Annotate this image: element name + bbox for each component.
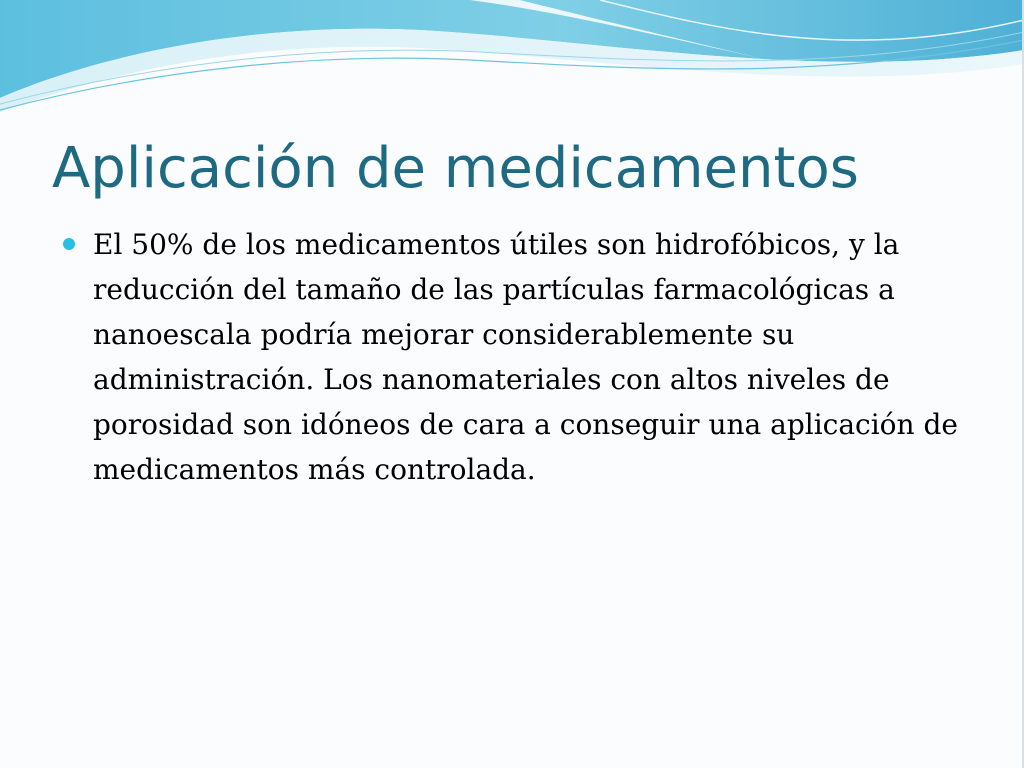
header-wave-decoration [0, 0, 1024, 130]
slide-title: Aplicación de medicamentos [52, 136, 859, 201]
bullet-text: El 50% de los medicamentos útiles son hidrofóbicos, y la reducción del tamaño de las partículas farmacológicas a nanoescala podría mejorar considerablemente su administración. Los nanomateriales con altos niveles de porosidad son idóneos de cara a conseguir una aplicación de medicamentos más controlada. [93, 228, 958, 486]
bullet-list [60, 222, 980, 492]
bullet-item [60, 222, 980, 492]
bullet-dot-icon [63, 238, 75, 250]
